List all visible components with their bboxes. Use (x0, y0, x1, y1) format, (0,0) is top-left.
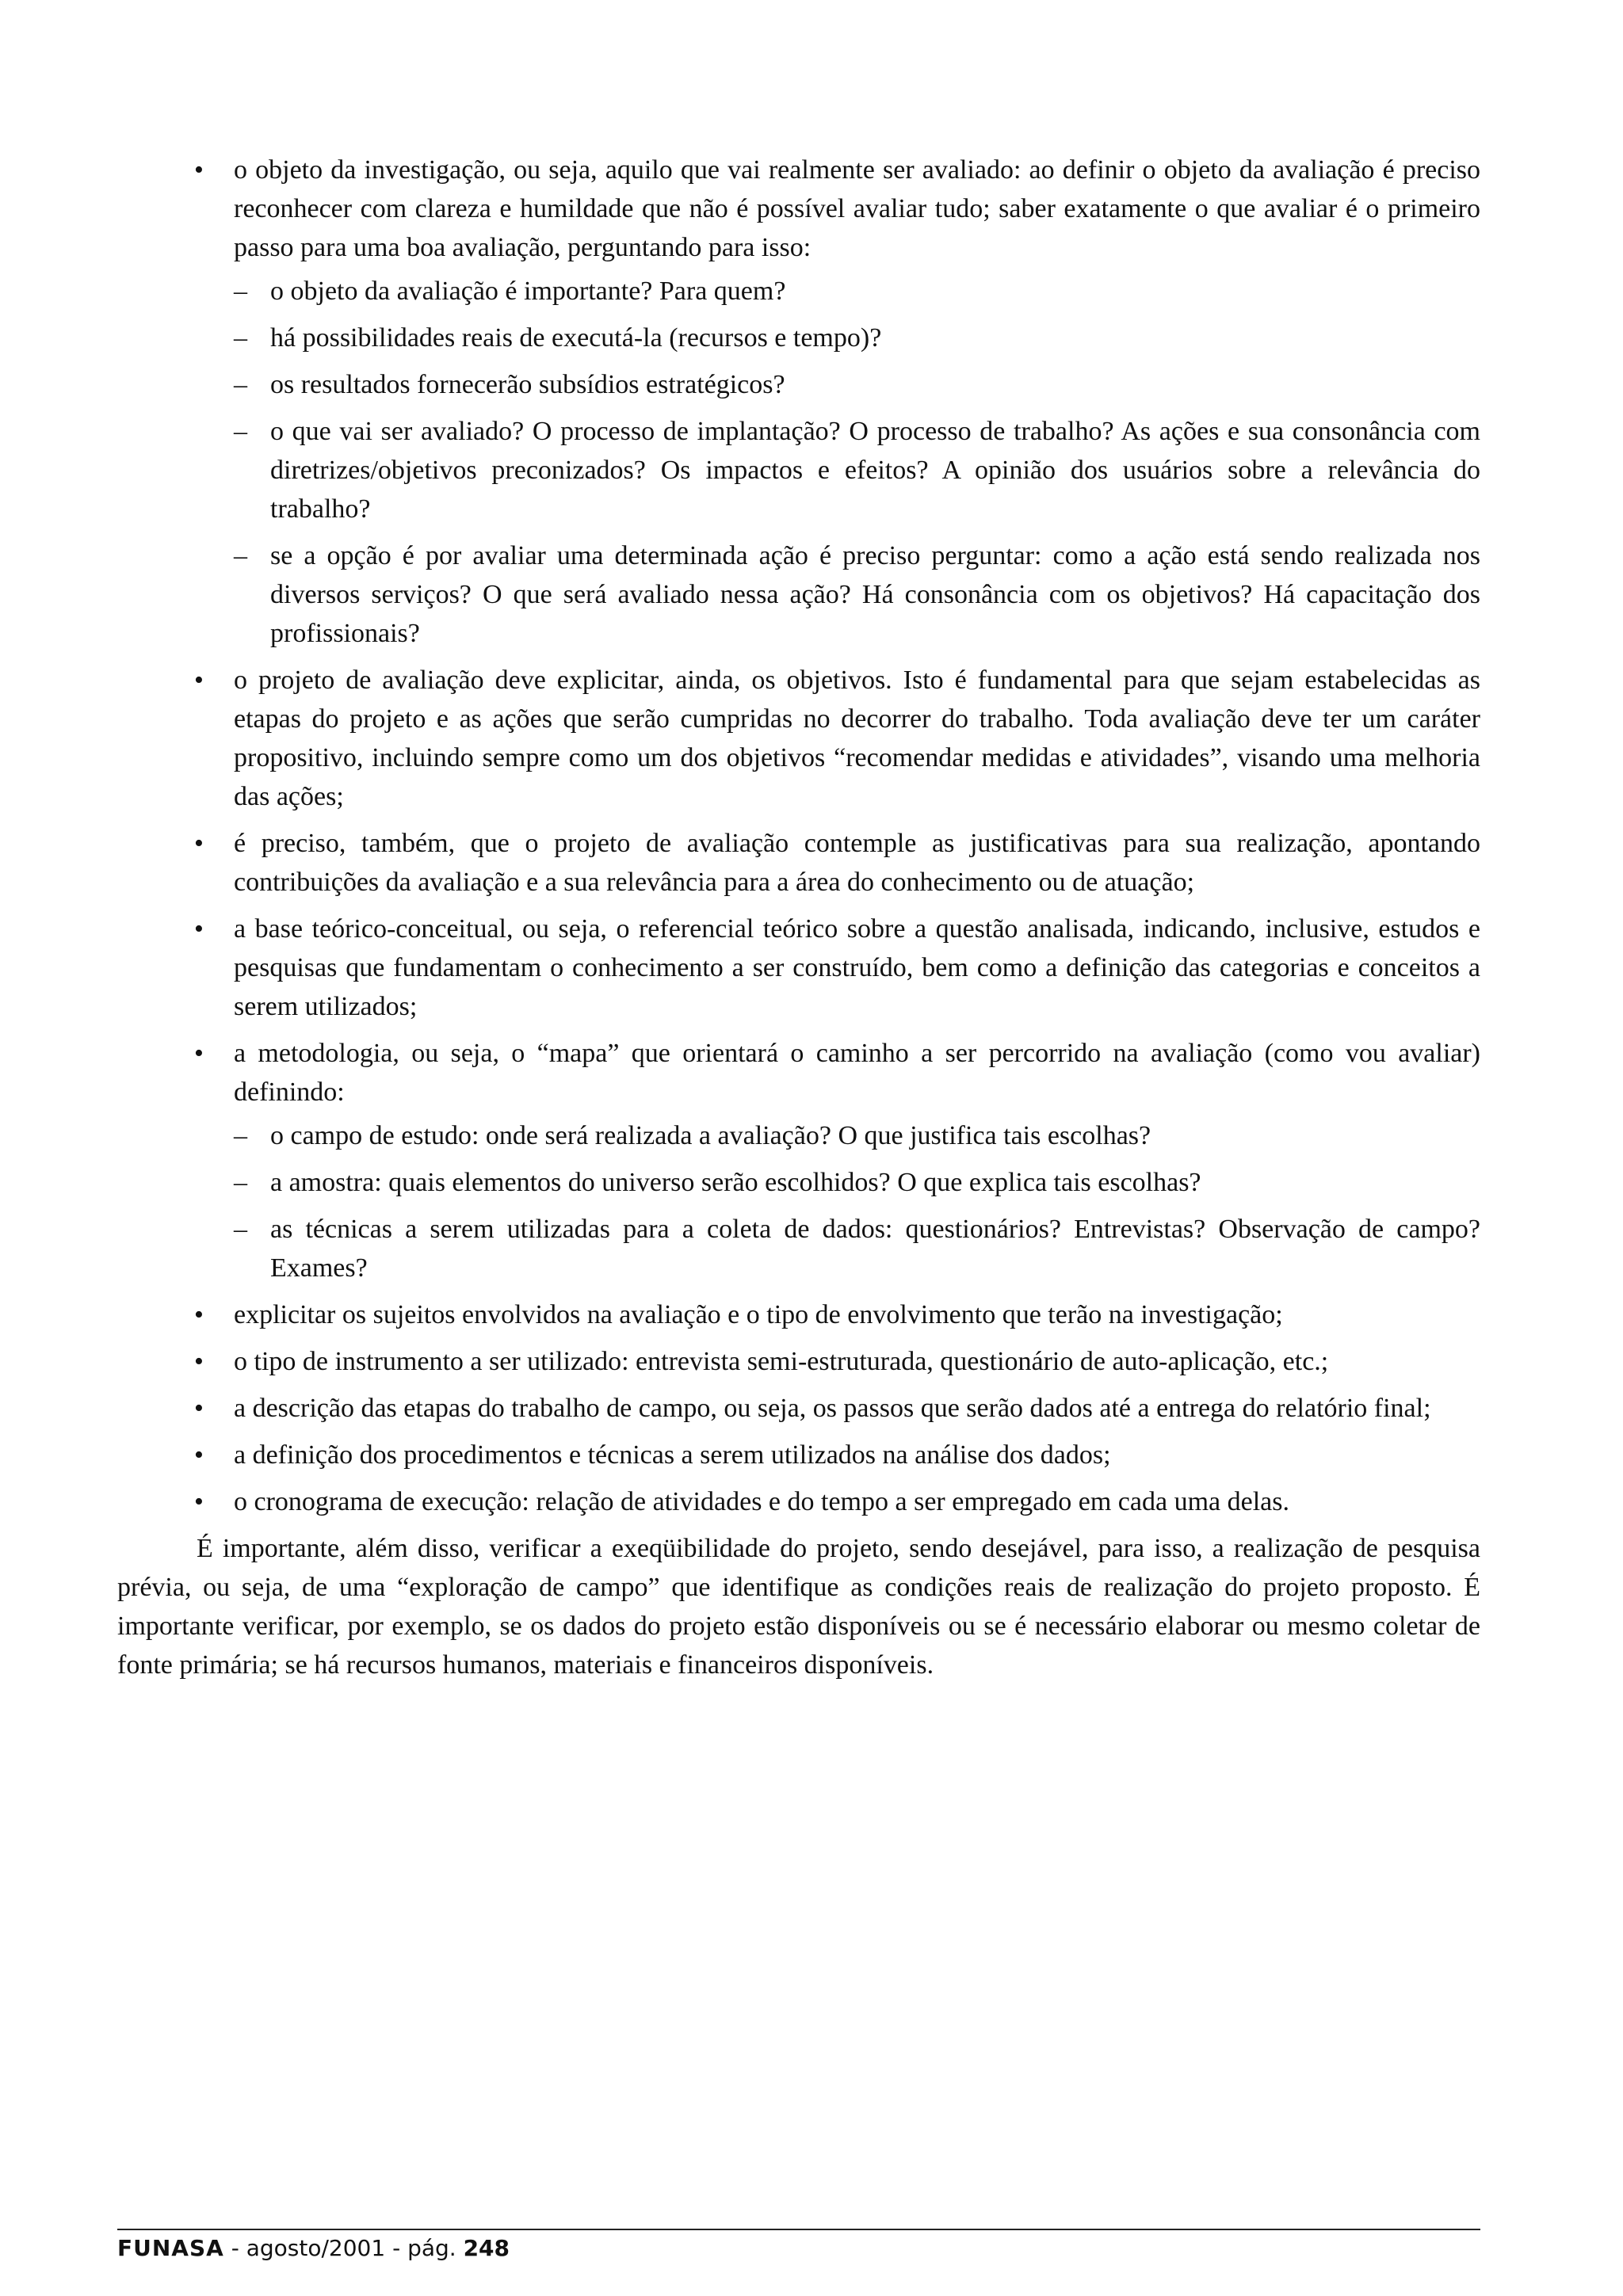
sub-list-item-text: o objeto da avaliação é importante? Para quem? (270, 277, 786, 306)
closing-paragraph: É importante, além disso, verificar a exeqüibilidade do projeto, sendo desejável, para isso, a realização de pesquisa prévia, ou seja, de uma “exploração de campo” que identifique as condições reais de realização do projeto proposto. É importante verificar, por exemplo, se os dados do projeto estão disponíveis ou se é necessário elaborar ou mesmo coletar de fonte primária; se há recursos humanos, materiais e financeiros disponíveis. (117, 1534, 1480, 1680)
list-item (117, 1034, 1480, 1287)
list-item-text: o objeto da investigação, ou seja, aquilo que vai realmente ser avaliado: ao definir o objeto da avaliação é preciso reconhecer com clareza e humildade que não é possível avaliar tudo; saber exatamente o que avaliar é o primeiro passo para uma boa avaliação, perguntando para isso: (234, 155, 1480, 262)
sub-list-item-text: a amostra: quais elementos do universo serão escolhidos? O que explica tais escolhas? (270, 1168, 1201, 1197)
footer-brand: FUNASA (117, 2235, 224, 2261)
bullet-icon: • (194, 1487, 204, 1516)
bullet-icon: • (194, 1440, 204, 1470)
list-item (117, 1436, 1480, 1474)
bullet-icon: • (194, 829, 204, 858)
bullet-icon: • (194, 914, 204, 944)
dash-icon: – (234, 417, 247, 446)
sub-list-item (234, 1210, 1480, 1287)
sub-list-item (234, 412, 1480, 528)
list-item-text: a metodologia, ou seja, o “mapa” que orientará o caminho a ser percorrido na avaliação (como vou avaliar) definindo: (234, 1039, 1480, 1107)
footer-text: - agosto/2001 - pág. (223, 2235, 464, 2261)
bullet-icon: • (194, 155, 204, 185)
dash-icon: – (234, 370, 247, 399)
list-item (117, 1295, 1480, 1334)
list-item (117, 1389, 1480, 1428)
sub-list-item-text: as técnicas a serem utilizadas para a coleta de dados: questionários? Entrevistas? Observação de campo? Exames? (270, 1215, 1480, 1283)
dash-icon: – (234, 323, 247, 353)
list-item (117, 824, 1480, 902)
dash-icon: – (234, 1168, 247, 1197)
footer-rule (117, 2229, 1480, 2230)
bullet-icon: • (194, 1039, 204, 1068)
list-item-text: a descrição das etapas do trabalho de campo, ou seja, os passos que serão dados até a entrega do relatório final; (234, 1394, 1431, 1423)
sub-list-item (234, 1116, 1480, 1155)
dash-icon: – (234, 1215, 247, 1244)
sub-list-item-text: o que vai ser avaliado? O processo de implantação? O processo de trabalho? As ações e sua consonância com diretrizes/objetivos preconizados? Os impactos e efeitos? A opinião dos usuários sobre a relevância do trabalho? (270, 417, 1480, 524)
page-footer (117, 2234, 510, 2263)
dash-icon: – (234, 277, 247, 306)
bullet-icon: • (194, 666, 204, 695)
main-content (117, 151, 1480, 1684)
sub-list-item-text: o campo de estudo: onde será realizada a avaliação? O que justifica tais escolhas? (270, 1121, 1151, 1150)
list-item-text: o tipo de instrumento a ser utilizado: entrevista semi-estruturada, questionário de auto-aplicação, etc.; (234, 1347, 1329, 1376)
list-item (117, 661, 1480, 816)
list-item (117, 151, 1480, 653)
list-item-text: a definição dos procedimentos e técnicas a serem utilizados na análise dos dados; (234, 1440, 1111, 1470)
sub-list-item (234, 365, 1480, 404)
list-item-text: é preciso, também, que o projeto de avaliação contemple as justificativas para sua realização, apontando contribuições da avaliação e a sua relevância para a área do conhecimento ou de atuação; (234, 829, 1480, 897)
sub-list (234, 1116, 1480, 1287)
sub-list-item-text: há possibilidades reais de executá-la (recursos e tempo)? (270, 323, 882, 353)
bullet-list (117, 151, 1480, 1521)
list-item-text: o cronograma de execução: relação de atividades e do tempo a ser empregado em cada uma delas. (234, 1487, 1289, 1516)
dash-icon: – (234, 1121, 247, 1150)
sub-list-item-text: os resultados fornecerão subsídios estratégicos? (270, 370, 785, 399)
bullet-icon: • (194, 1300, 204, 1329)
list-item-text: o projeto de avaliação deve explicitar, ainda, os objetivos. Isto é fundamental para que sejam estabelecidas as etapas do projeto e as ações que serão cumpridas no decorrer do trabalho. Toda avaliação deve ter um caráter propositivo, incluindo sempre como um dos objetivos “recomendar medidas e atividades”, visando uma melhoria das ações; (234, 666, 1480, 811)
dash-icon: – (234, 541, 247, 570)
list-item-text: a base teórico-conceitual, ou seja, o referencial teórico sobre a questão analisada, indicando, inclusive, estudos e pesquisas que fundamentam o conhecimento a ser construído, bem como a definição das categorias e conceitos a serem utilizados; (234, 914, 1480, 1021)
sub-list-item (234, 318, 1480, 357)
sub-list-item-text: se a opção é por avaliar uma determinada ação é preciso perguntar: como a ação está sendo realizada nos diversos serviços? O que será avaliado nessa ação? Há consonância com os objetivos? Há capacitação dos profissionais? (270, 541, 1480, 648)
sub-list-item (234, 1163, 1480, 1202)
sub-list-item (234, 536, 1480, 653)
list-item (117, 1482, 1480, 1521)
page-number: 248 (463, 2235, 510, 2261)
list-item (117, 910, 1480, 1026)
bullet-icon: • (194, 1347, 204, 1376)
sub-list (234, 272, 1480, 653)
bullet-icon: • (194, 1394, 204, 1423)
list-item (117, 1342, 1480, 1381)
sub-list-item (234, 272, 1480, 311)
list-item-text: explicitar os sujeitos envolvidos na avaliação e o tipo de envolvimento que terão na investigação; (234, 1300, 1283, 1329)
